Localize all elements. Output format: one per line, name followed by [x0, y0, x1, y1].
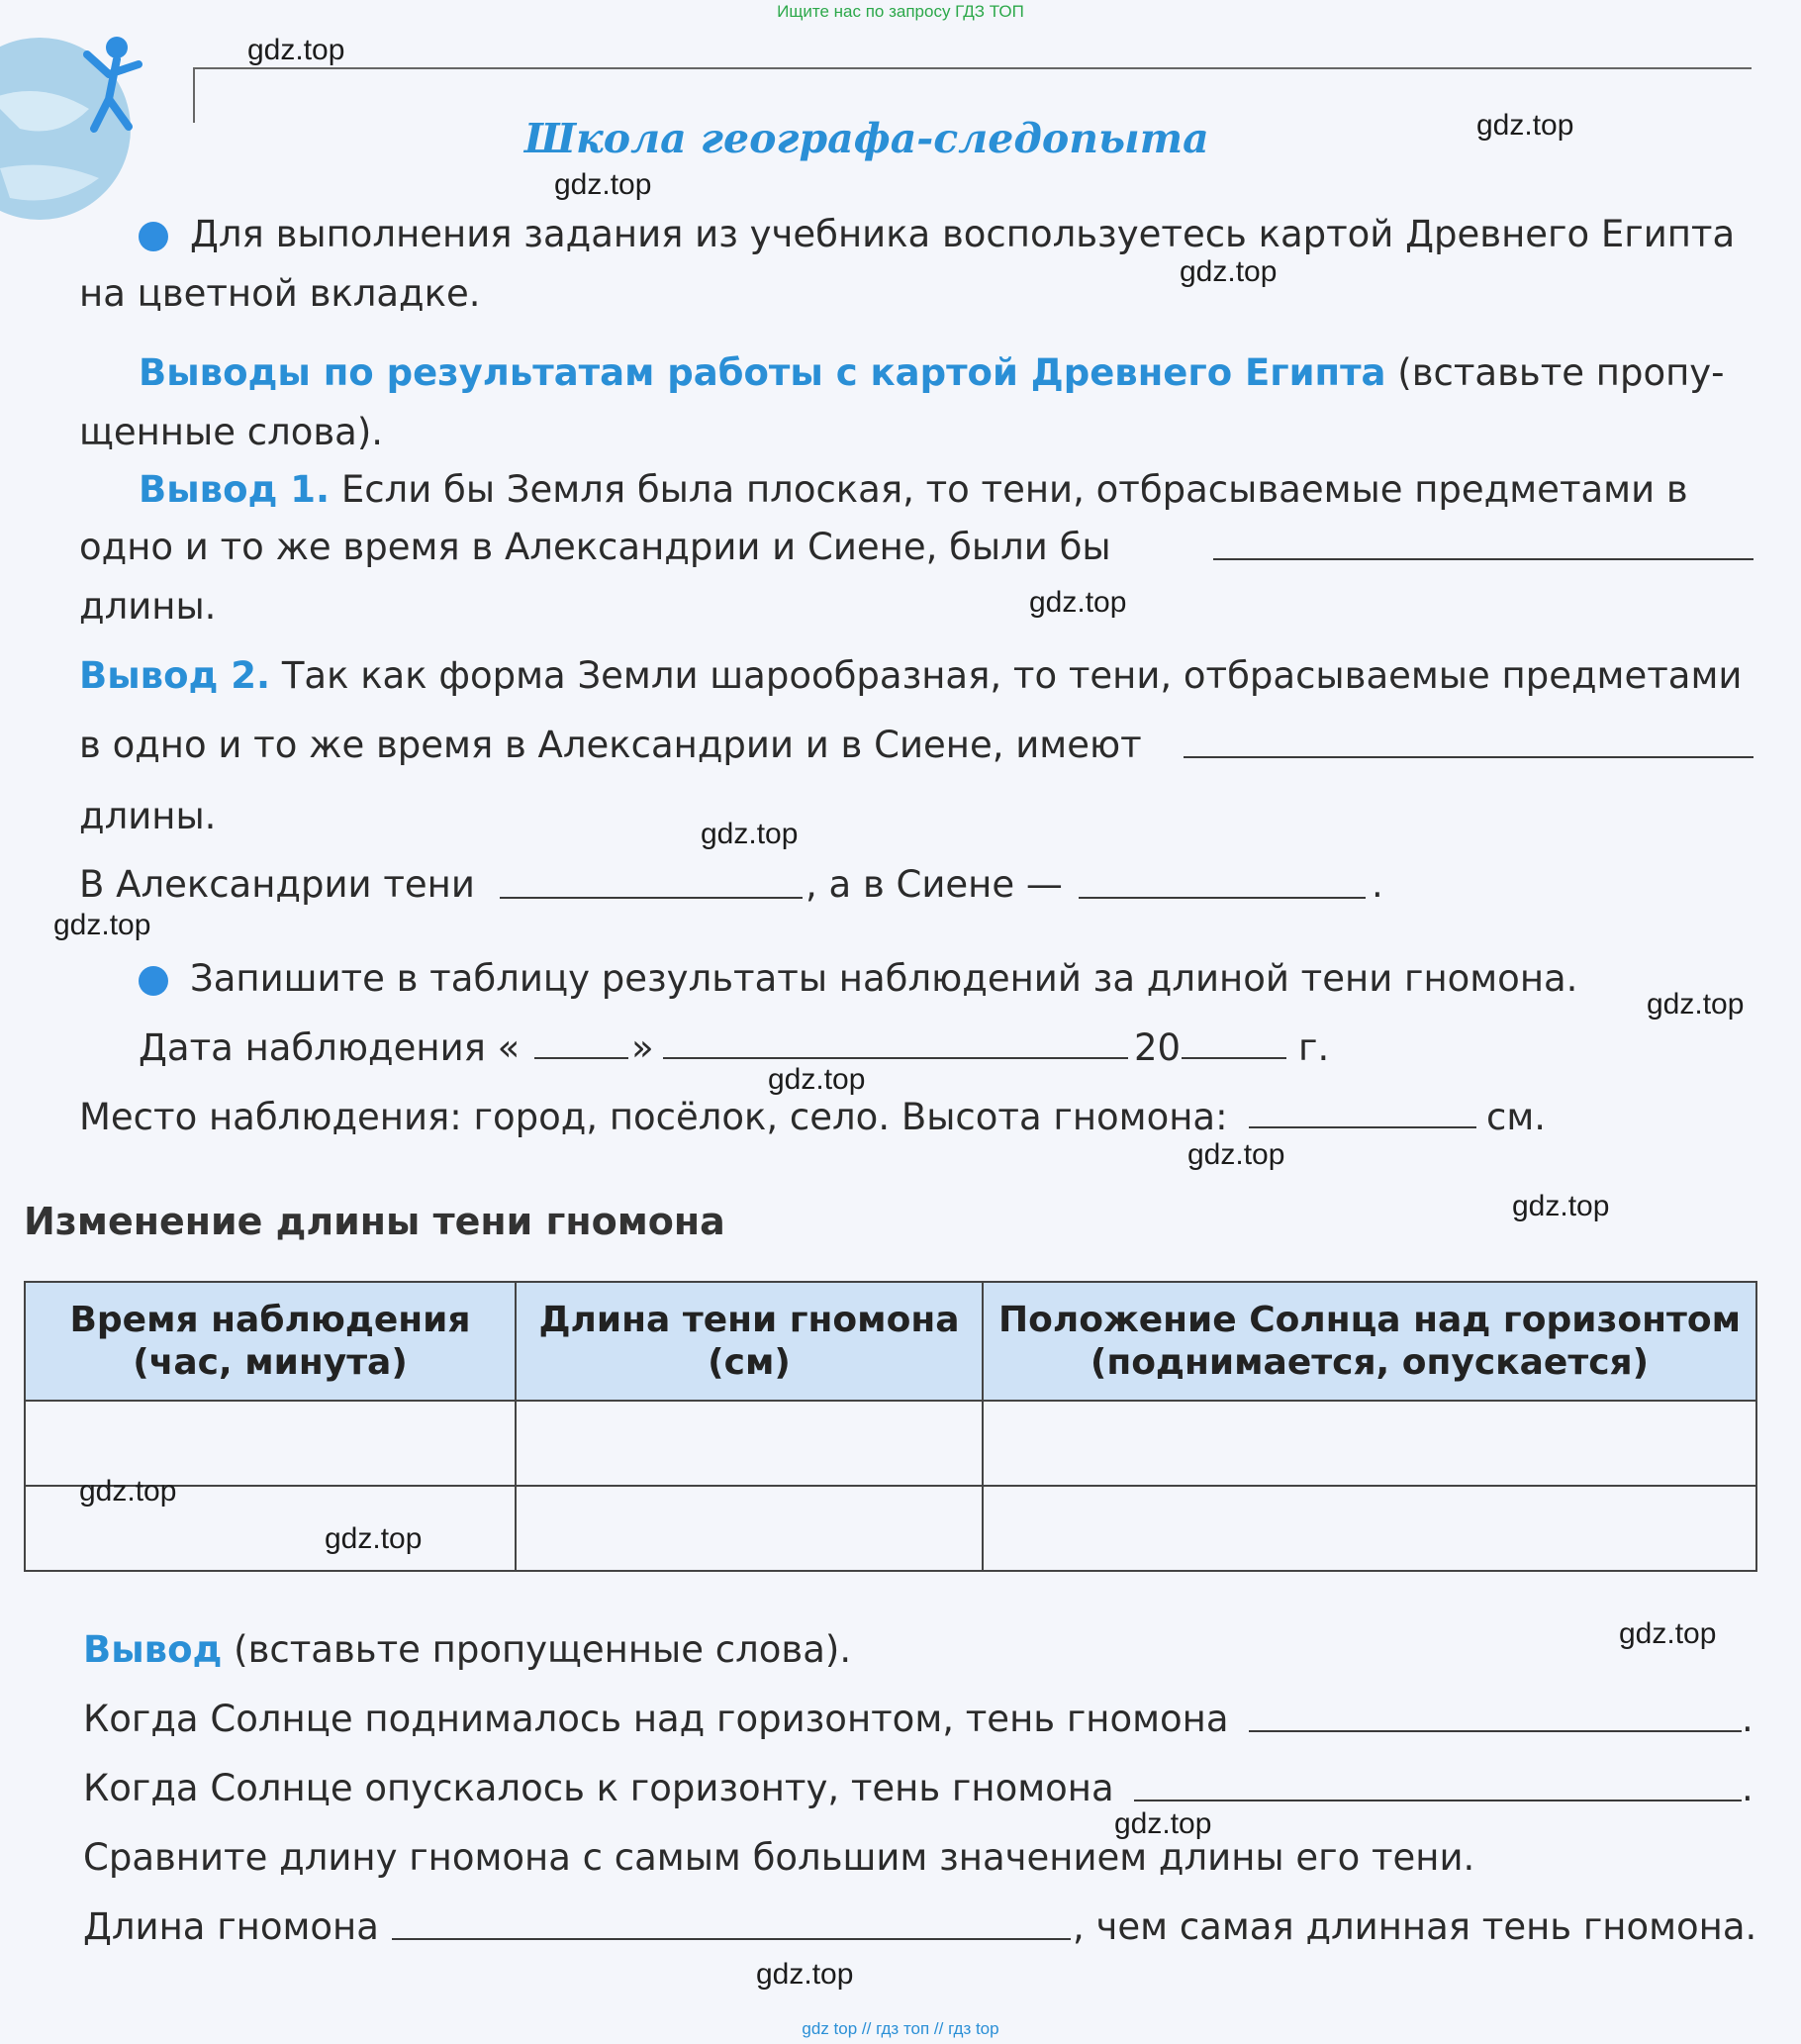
conclusion1-blank[interactable] — [1213, 558, 1754, 560]
date-year-blank[interactable] — [1182, 1057, 1286, 1059]
conclusion1-text: Если бы Земля была плоская, то тени, отбрасываемые предметами в — [340, 468, 1688, 511]
conclusion2-blank[interactable] — [1184, 756, 1754, 758]
conclusion2-label: Вывод 2. — [79, 654, 271, 697]
task2-line: Запишите в таблицу результаты наблюдений за длиной тени гномона. — [139, 960, 1577, 997]
watermark: gdz.top — [768, 1063, 866, 1096]
watermark: gdz.top — [701, 818, 799, 850]
conclusion1-label: Вывод 1. — [139, 468, 331, 511]
siena-blank[interactable] — [1079, 897, 1366, 899]
globe-figure-icon — [0, 20, 158, 228]
watermark: gdz.top — [1619, 1617, 1717, 1650]
header-time: Время наблюдения (час, минута) — [25, 1282, 516, 1401]
watermark: gdz.top — [554, 168, 652, 201]
watermark: gdz.top — [756, 1958, 854, 1991]
watermark: gdz.top — [53, 909, 151, 941]
table-cell-length[interactable] — [516, 1401, 983, 1486]
final-len-prefix: Длина гномона — [83, 1905, 379, 1948]
conclusions-heading — [139, 351, 1725, 394]
place-unit: см. — [1486, 1096, 1547, 1138]
conclusion2-line3: длины. — [79, 795, 217, 837]
table-cell-position[interactable] — [983, 1486, 1756, 1571]
date-prefix: Дата наблюдения « — [139, 1026, 521, 1069]
watermark: gdz.top — [1647, 988, 1745, 1021]
date-year: 20 — [1134, 1026, 1182, 1069]
table-cell-time[interactable] — [25, 1401, 516, 1486]
watermark: gdz.top — [247, 34, 345, 66]
final-compare: Сравните длину гномона с самым большим значением длины его тени. — [83, 1836, 1475, 1879]
date-quote: » — [631, 1026, 654, 1069]
table-cell-position[interactable] — [983, 1401, 1756, 1486]
conclusion2-line1 — [79, 654, 1743, 697]
final-heading — [83, 1628, 852, 1671]
watermark: gdz.top — [1476, 109, 1574, 142]
watermark: gdz.top — [1029, 586, 1127, 619]
watermark: gdz.top — [325, 1522, 423, 1555]
conclusion1-line1 — [139, 468, 1688, 511]
date-suffix: г. — [1298, 1026, 1330, 1069]
bullet-icon — [139, 966, 168, 996]
gnomon-height-blank[interactable] — [1249, 1126, 1476, 1128]
task1-line1: Для выполнения задания из учебника воспользуетесь картой Древнего Египта — [139, 216, 1735, 252]
table-row — [25, 1486, 1756, 1571]
conclusions-heading-label: Выводы по результатам работы с картой Древнего Египта — [139, 351, 1386, 394]
watermark: gdz.top — [1187, 1138, 1285, 1171]
place-text: Место наблюдения: город, посёлок, село. Высота гномона: — [79, 1096, 1228, 1138]
final-len-suffix: , чем самая длинная тень гномона. — [1073, 1905, 1757, 1948]
conclusion2-line2: в одно и то же время в Александрии и в Сиене, имеют — [79, 724, 1142, 766]
top-rule-tick — [193, 67, 195, 123]
alex-end: . — [1372, 863, 1383, 906]
conclusions-heading-tail: (вставьте пропу- — [1397, 351, 1725, 394]
final-set: Когда Солнце опускалось к горизонту, тень гномона — [83, 1767, 1114, 1809]
conclusions-heading-line2: щенные слова). — [79, 411, 384, 453]
final-len-blank[interactable] — [392, 1938, 1071, 1940]
final-label: Вывод — [83, 1628, 223, 1671]
watermark: gdz.top — [1114, 1807, 1212, 1840]
conclusion2-text: Так как форма Земли шарообразная, то тени, отбрасываемые предметами — [281, 654, 1743, 697]
final-set-dot: . — [1742, 1767, 1754, 1809]
final-rise-blank[interactable] — [1249, 1730, 1742, 1732]
top-banner: Ищите нас по запросу ГДЗ ТОП — [777, 2, 1024, 21]
observation-table — [24, 1281, 1757, 1572]
section-title: Школа географа-следопыта — [524, 115, 1209, 162]
conclusion1-line3: длины. — [79, 585, 217, 628]
watermark: gdz.top — [1512, 1190, 1610, 1222]
watermark: gdz.top — [1180, 255, 1278, 288]
final-label-tail: (вставьте пропущенные слова). — [234, 1628, 852, 1671]
alex-mid: , а в Сиене — — [806, 863, 1063, 906]
table-cell-length[interactable] — [516, 1486, 983, 1571]
final-rise: Когда Солнце поднималось над горизонтом, тень гномона — [83, 1698, 1229, 1740]
table-title: Изменение длины тени гномона — [24, 1200, 725, 1243]
header-shadow-length: Длина тени гномона (см) — [516, 1282, 983, 1401]
bullet-icon — [139, 222, 168, 251]
date-day-blank[interactable] — [534, 1057, 628, 1059]
header-sun-position: Положение Солнца над горизонтом (поднимается, опускается) — [983, 1282, 1756, 1401]
task1-line2: на цветной вкладке. — [79, 272, 481, 315]
alex-prefix: В Александрии тени — [79, 863, 475, 906]
final-set-blank[interactable] — [1134, 1800, 1742, 1801]
watermark: gdz.top — [79, 1475, 177, 1508]
footer-banner: gdz top // гдз топ // гдз top — [802, 2019, 999, 2038]
date-month-blank[interactable] — [663, 1057, 1128, 1059]
table-row — [25, 1401, 1756, 1486]
alex-blank[interactable] — [500, 897, 803, 899]
conclusion1-line2: одно и то же время в Александрии и Сиене, были бы — [79, 526, 1111, 568]
top-rule — [193, 67, 1752, 69]
table-header-row — [25, 1282, 1756, 1401]
final-rise-dot: . — [1742, 1698, 1754, 1740]
